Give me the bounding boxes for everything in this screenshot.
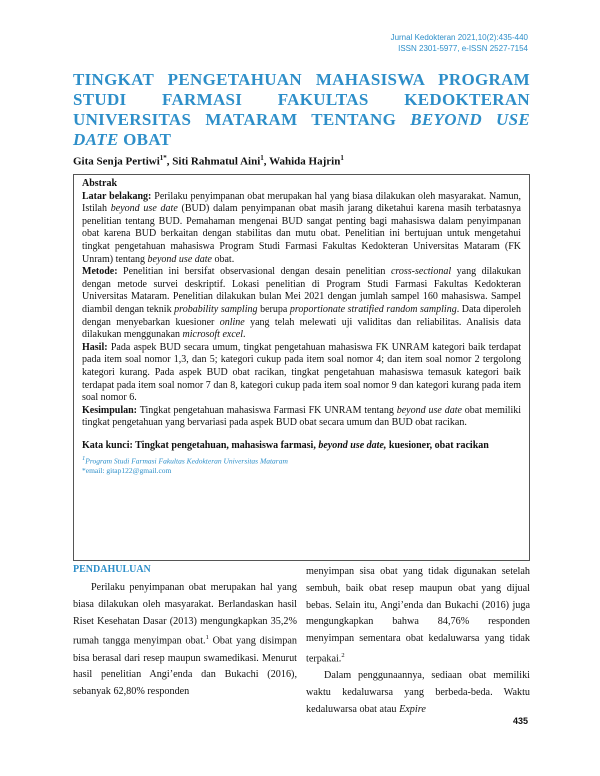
- abstract-background: [82, 191, 521, 267]
- conclusion-term: beyond use date: [396, 404, 462, 416]
- method-term: online: [219, 316, 245, 328]
- journal-citation: Jurnal Kedokteran 2021,10(2):435-440: [390, 33, 528, 42]
- conclusion-label: Kesimpulan:: [82, 404, 138, 416]
- abstract-result: [82, 342, 521, 405]
- journal-issn: ISSN 2301-5977, e-ISSN 2527-7154: [398, 43, 528, 53]
- body-text: Obat yang disimpan bisa berasal dari resep maupun swamedikasi. Menurut hasil penelitian Angi’enda dan Bukachi (2016), sebanyak 62,80% responden: [73, 635, 297, 698]
- title-main: TINGKAT PENGETAHUAN MAHASISWA PROGRAM STUDI FARMASI FAKULTAS KEDOKTERAN UNIVERSITAS MATARAM TENTANG: [73, 70, 530, 129]
- title-end: OBAT: [118, 130, 172, 149]
- body-text: Perilaku penyimpanan obat merupakan hal yang biasa dilakukan oleh masyarakat. Berlandaskan hasil Riset Kesehatan Dasar (2013) mengungkapkan 35,2% rumah tangga menyimpan obat.: [73, 582, 297, 647]
- method-term: proportionate stratified random sampling: [289, 303, 457, 315]
- abstract-heading: Abstrak: [82, 178, 118, 189]
- body-paragraph: [306, 668, 530, 718]
- background-term: beyond use date: [147, 253, 212, 265]
- conclusion-text: obat memiliki tingkat pengetahuan yang bervariasi pada aspek BUD obat secara umum dan BUD obat racikan.: [82, 404, 521, 429]
- author-affiliation-mark: 1*: [159, 154, 167, 162]
- keywords-term: beyond use date,: [318, 439, 387, 451]
- author-affiliation-mark: 1: [260, 154, 264, 162]
- method-text: Penelitian ini bersifat observasional dengan desain penelitian: [117, 266, 391, 278]
- background-text: Perilaku penyimpanan obat merupakan hal yang biasa dilakukan oleh masyarakat. Namun, Istilah: [82, 190, 521, 215]
- article-title: [73, 70, 530, 150]
- keywords-text: kuesioner, obat racikan: [386, 439, 489, 451]
- keywords-text: Kata kunci: Tingkat pengetahuan, mahasiswa farmasi,: [82, 439, 319, 451]
- page-number: 435: [512, 716, 528, 726]
- journal-info: [391, 33, 528, 54]
- abstract-box: [73, 174, 530, 561]
- citation-mark: 1: [205, 634, 209, 642]
- keywords: [82, 440, 521, 453]
- body-paragraph: [306, 564, 530, 668]
- affiliation: [82, 454, 521, 466]
- method-label: Metode:: [82, 266, 118, 278]
- result-text: Pada aspek BUD secara umum, tingkat pengetahuan mahasiswa FK UNRAM kategori baik terdapat pada item soal nomor 1,3, dan 5; kategori cukup pada item soal nomor 4; dan item soal nomor 2 tergolong kategori kurang. Pada aspek BUD obat racikan, tingkat pengetahuan mahasiswa temasuk kategori baik terdapat pada item soal nomor 7 dan 8, kategori cukup pada item soal nomor 9 dan kategori kurang pada item soal nomor 6.: [82, 341, 521, 404]
- method-text: berupa: [257, 303, 290, 315]
- body-text: menyimpan sisa obat yang tidak digunakan setelah sembuh, baik obat resep maupun obat yang dijual bebas. Selain itu, Angi’enda dan Bukachi (2016) juga mengungkapkan bahwa 84,76% responden menyimpan sementara obat kedaluwarsa yang tidak terpakai.: [306, 566, 530, 665]
- method-text: yang dilakukan dengan metode survei deskriptif. Lokasi penelitian di Program Studi Farmasi Fakultas Kedokteran Universitas Mataram. Penelitian dilakukan bulan Mei 2021 dengan jumlah sampel 160 mahasiswa. Sampel diambil dengan teknik: [82, 266, 522, 315]
- section-heading: PENDAHULUAN: [73, 564, 151, 575]
- body-text: Dalam penggunaannya, sediaan obat memiliki waktu kedaluwarsa yang berbeda-beda. Waktu kedaluwarsa obat atau: [306, 670, 530, 715]
- conclusion-text: Tingkat pengetahuan mahasiswa Farmasi FK UNRAM tentang: [137, 404, 397, 416]
- author-name: Gita Senja Pertiwi: [73, 155, 160, 168]
- body-column-left: [73, 564, 297, 701]
- affiliation-mark: 1: [82, 455, 86, 463]
- author-name: , Siti Rahmatul Aini: [166, 155, 261, 168]
- method-term: cross-sectional: [390, 266, 452, 278]
- background-text: (BUD) dalam penyimpanan obat masih jarang diketahui karena masih terbatasnya penelitian tentang BUD. Pemahaman mengenai BUD sangat penting bagi mahasiswa dalam penyimpanan obat karena BUD berkaitan dengan stabilitas dan mutu obat. Penelitian ini bertujuan untuk mengetahui tingkat pengetahuan mahasiswa Program Studi Farmasi Fakultas Kedokteran Universitas Mataram (FK Unram) tentang: [82, 203, 521, 265]
- background-label: Latar belakang:: [82, 190, 152, 202]
- citation-mark: 2: [341, 651, 345, 659]
- author-list: [73, 154, 344, 168]
- affiliation-text: Program Studi Farmasi Fakultas Kedokteran Universitas Mataram: [85, 456, 288, 466]
- body-paragraph: [73, 580, 297, 701]
- result-label: Hasil:: [82, 341, 108, 353]
- abstract-conclusion: [82, 405, 521, 430]
- body-column-right: [306, 564, 530, 719]
- method-term: probability sampling: [174, 303, 258, 315]
- method-text: yang telah melewati uji validitas dan reliabilitas. Analisis data dilakukan menggunakan: [82, 316, 521, 341]
- method-text: . Data diperoleh dengan menyebarkan kuesioner: [82, 303, 521, 328]
- method-term: microsoft excel: [182, 329, 243, 341]
- abstract-method: [82, 266, 521, 342]
- author-affiliation-mark: 1: [340, 154, 344, 162]
- title-italic: BEYOND USE DATE: [73, 110, 531, 149]
- method-text: .: [242, 329, 246, 341]
- body-term: Expire: [399, 703, 426, 715]
- background-text: obat.: [211, 253, 235, 265]
- background-term: beyond use date: [110, 203, 178, 215]
- author-name: , Wahida Hajrin: [263, 155, 341, 168]
- corresponding-email[interactable]: *email: gitap122@gmail.com: [82, 466, 172, 476]
